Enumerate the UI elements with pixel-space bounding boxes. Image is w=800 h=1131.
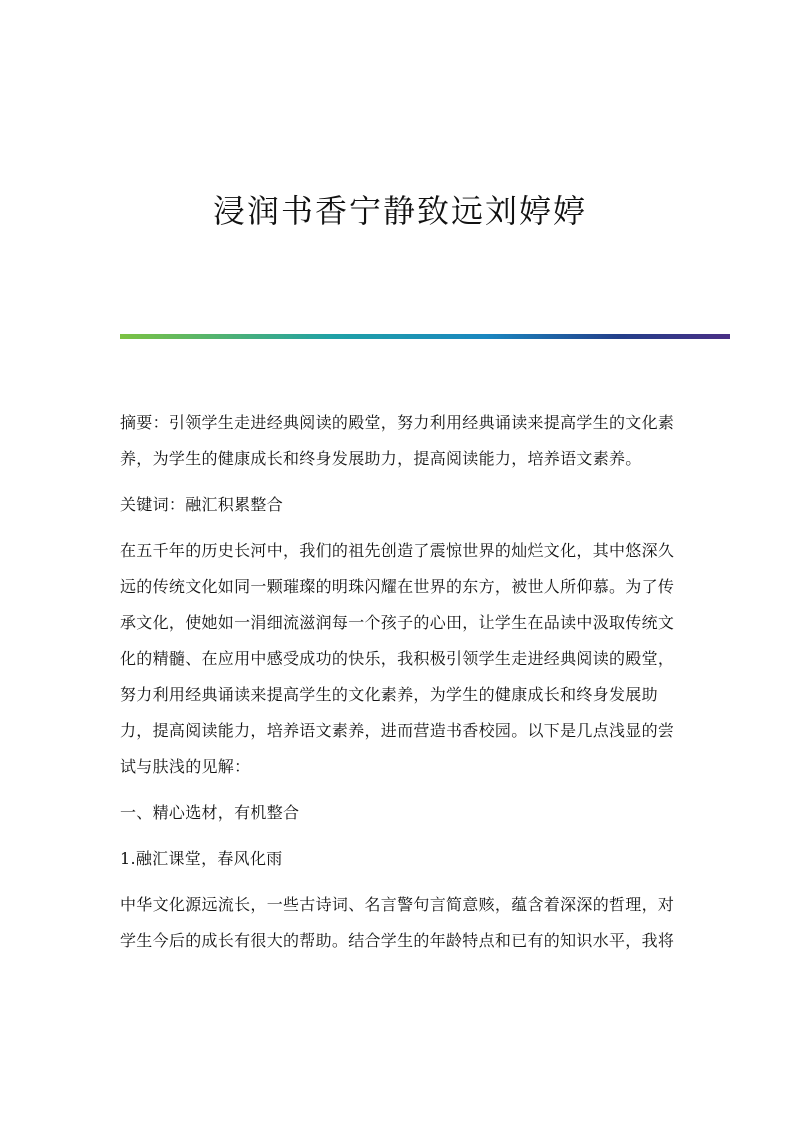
text-line: 1.融汇课堂，春风化雨: [120, 849, 283, 868]
paragraph-keywords: [120, 487, 682, 523]
text-line: 化的精髓、在应用中感受成功的快乐，我积极引领学生走进经典阅读的殿堂，: [120, 649, 675, 668]
paragraph-abstract: [120, 405, 682, 477]
paragraph-intro: [120, 533, 682, 785]
text-line: 关键词：融汇积累整合: [120, 495, 284, 514]
text-line: 试与肤浅的见解：: [120, 757, 251, 776]
text-line: 承文化，使她如一涓细流滋润每一个孩子的心田，让学生在品读中汲取传统文: [120, 613, 675, 632]
text-line: 一、精心选材，有机整合: [120, 803, 300, 822]
text-line: 在五千年的历史长河中，我们的祖先创造了震惊世界的灿烂文化，其中悠深久: [120, 541, 675, 560]
paragraph-section1: [120, 795, 682, 831]
text-line: 力，提高阅读能力，培养语文素养，进而营造书香校园。以下是几点浅显的尝: [120, 721, 675, 740]
paragraph-para2: [120, 887, 682, 959]
paragraph-subsection1: [120, 841, 682, 877]
gradient-divider: [120, 334, 730, 339]
text-line: 中华文化源远流长，一些古诗词、名言警句言简意赅，蕴含着深深的哲理，对: [120, 895, 675, 914]
text-line: 养，为学生的健康成长和终身发展助力，提高阅读能力，培养语文素养。: [120, 449, 642, 468]
text-line: 远的传统文化如同一颗璀璨的明珠闪耀在世界的东方，被世人所仰慕。为了传: [120, 577, 675, 596]
document-title: 浸润书香宁静致远刘婷婷: [212, 192, 587, 230]
text-line: 摘要：引领学生走进经典阅读的殿堂，努力利用经典诵读来提高学生的文化素: [120, 413, 675, 432]
text-line: 学生今后的成长有很大的帮助。结合学生的年龄特点和已有的知识水平，我将: [120, 931, 675, 950]
document-body: [120, 405, 682, 969]
text-line: 努力利用经典诵读来提高学生的文化素养，为学生的健康成长和终身发展助: [120, 685, 658, 704]
